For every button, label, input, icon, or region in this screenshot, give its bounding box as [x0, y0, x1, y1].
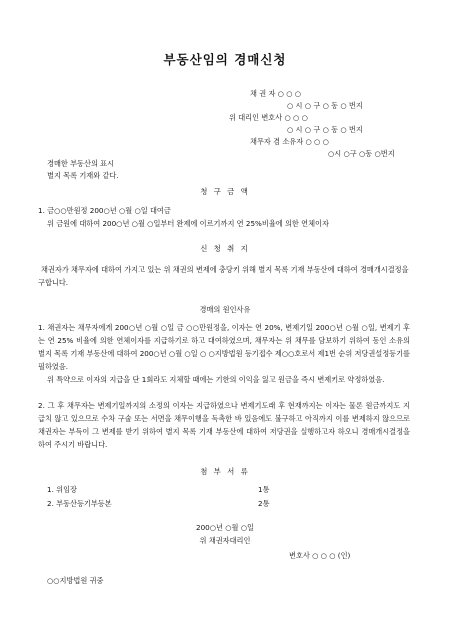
claim-line-1: 1. 금○○만원정 200○년 ○월 ○일 대여금	[38, 206, 171, 215]
debtor-line: 채무자 겸 소유자 ○ ○ ○	[250, 137, 329, 146]
purpose-text: 채권자가 채무자에 대하여 가지고 있는 위 채권의 변제에 충당키 위해 별지 목록 기재 부동산에 대하여 경매개시결정을 구합니다.	[38, 265, 409, 287]
agent-address: ○ 시 ○ 구 ○ 동 ○ 번지	[287, 125, 363, 134]
debtor-address: ○시 ○구 ○동 ○번지	[328, 149, 395, 158]
cause-heading: 경매의 원인사유	[199, 305, 251, 314]
cause-item-1: 1. 채권자는 채무자에게 200○년 ○월 ○일 금 ○○만원정을, 이자는 연 20%, 변제기일 200○년 ○월 ○일, 변제기 후는 연 25% 비율에 의한 연체이자를 지급하기로 하고 대여하였으며, 채무자는 위 채무를 담보하기 위하여 동인 소유의 별지 목록 기재 부동산에 대하여 200○년 ○월 ○일 ○ ○지방법원 등기접수 제○○호로서 제1번 순위 저당권설정등기를 필하였음.	[38, 323, 410, 371]
court-addressee: ○○지방법원 귀중	[47, 576, 104, 585]
document-title: 부동산임의 경매신청	[163, 52, 287, 67]
purpose-heading: 신 청 취 지	[200, 244, 250, 253]
attachment-item-1-name: 1. 위임장	[47, 485, 77, 494]
agent-line: 위 대리인 변호사 ○ ○ ○	[229, 113, 308, 122]
property-description: 별지 목록 기재와 같다.	[47, 171, 119, 180]
attachment-item-1-count: 1통	[258, 485, 270, 494]
creditor-line: 채 권 자 ○ ○ ○	[250, 89, 302, 98]
cause-item-2: 2. 그 후 채무자는 변제기일까지의 소정의 이자는 지급하였으나 변제기도래 후 현재까지는 이자는 물론 원금까지도 지급치 않고 있으므로 수차 구술 또는 서면을 채무이행을 독촉한 바 있음에도 불구하고 아직까지 이를 변제하지 않으므로 채권자는 부득이 그 변제를 받기 위하여 별지 목록 기재 부동산에 대하여 저당권을 실행하고자 하오니 경매개시결정을 하여 주시기 바랍니다.	[38, 401, 410, 449]
claim-heading: 청 구 금 액	[200, 187, 250, 196]
attachment-item-2-count: 2통	[258, 499, 270, 508]
attachments-heading: 첨 부 서 류	[200, 467, 250, 476]
property-label: 경매한 부동산의 표시	[47, 159, 115, 168]
closing-date: 200○년 ○월 ○일	[196, 523, 254, 532]
attachment-item-2-name: 2. 부동산등기부등본	[47, 499, 112, 508]
cause-item-1-note: 위 특약으로 이자의 지급을 단 1회라도 지체할 때에는 기한의 이익을 잃고 원금을 즉시 변제키로 약정하였음.	[47, 375, 385, 384]
signer-line: 변호사 ○ ○ ○ (인)	[289, 551, 351, 560]
creditor-address: ○ 시 ○ 구 ○ 동 ○ 번지	[287, 101, 363, 110]
closing-by: 위 채권자대리인	[199, 536, 251, 545]
claim-line-2: 위 금원에 대하여 200○년 ○월 ○일부터 완제에 이르기까지 연 25%비율에 의한 연체이자	[47, 219, 329, 228]
